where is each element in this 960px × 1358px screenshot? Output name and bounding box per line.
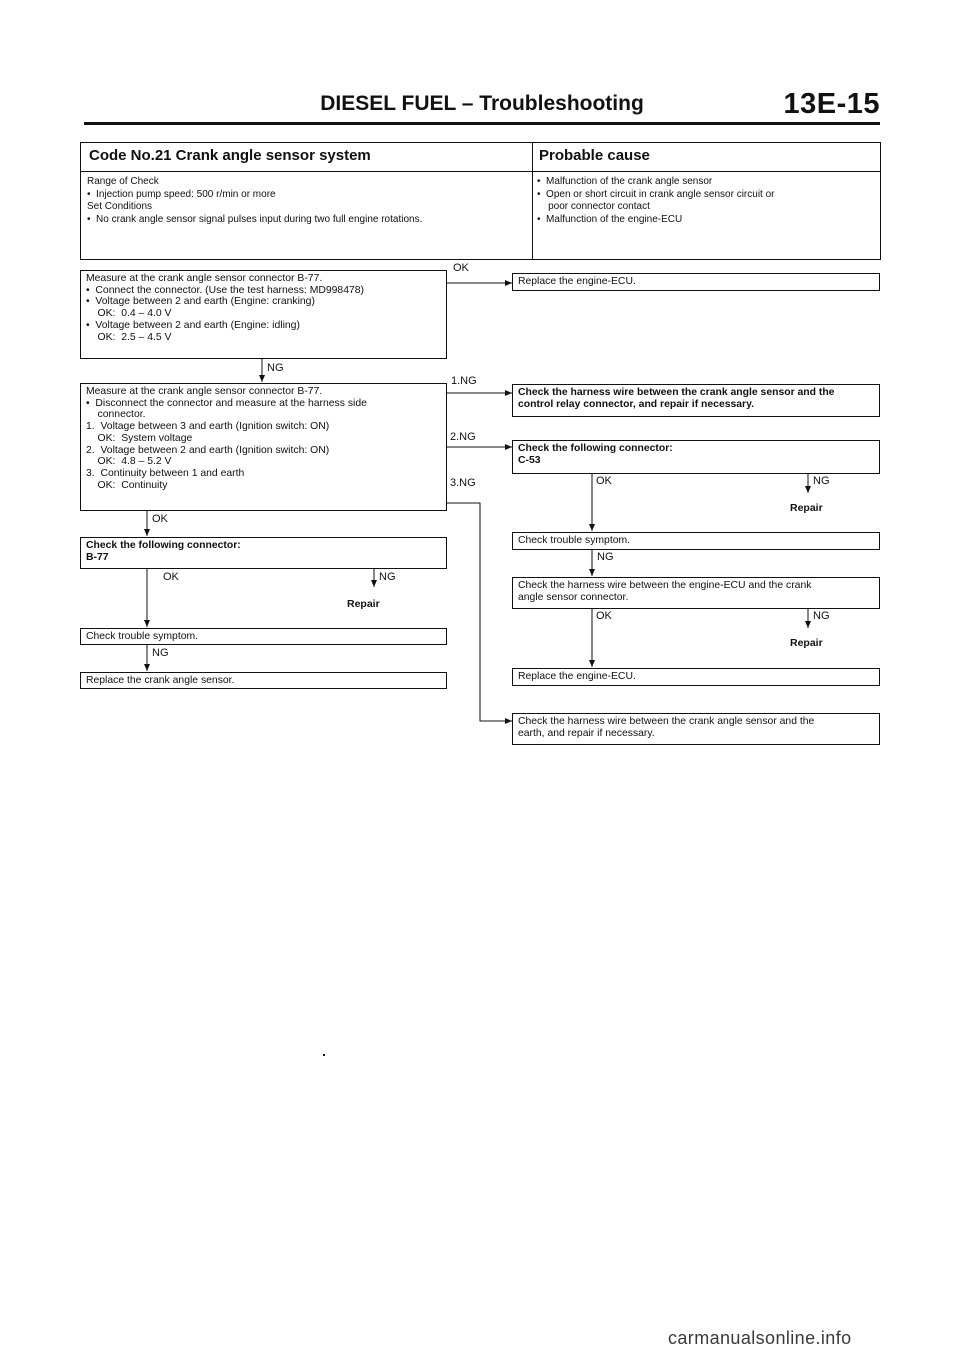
check-harness-ecu-sensor-box: Check the harness wire between the engine-ECU and the crank angle sensor connector. [512,577,880,609]
ng1-label: 1.NG [451,375,477,387]
page-title: DIESEL FUEL – Troubleshooting [320,92,644,115]
check-connector-c53-box: Check the following connector: C-53 [512,440,880,474]
repair-label: Repair [347,598,380,610]
watermark: carmanualsonline.info [668,1328,852,1348]
check-harness-control-relay-box: Check the harness wire between the crank angle sensor and the control relay connector, and repair if necessary. [512,384,880,417]
repair-label: Repair [790,637,823,649]
ng-label: NG [813,610,830,622]
code-title: Code No.21 Crank angle sensor system [89,147,371,164]
ok-label: OK [163,571,179,583]
ng-label: NG [813,475,830,487]
stray-dot [323,1054,325,1056]
right-check-trouble-symptom-box: Check trouble symptom. [512,532,880,550]
repair-label: Repair [790,502,823,514]
ng3-label: 3.NG [450,477,476,489]
ok-label: OK [152,513,168,525]
ng-label: NG [597,551,614,563]
check-trouble-symptom-box: Check trouble symptom. [80,628,447,645]
probable-causes: • Malfunction of the crank angle sensor • Open or short circuit in crank angle sensor circuit or poor connector contact • Malfunction of the engine-ECU [537,176,775,225]
check-harness-sensor-earth-box: Check the harness wire between the crank angle sensor and the earth, and repair if necessary. [512,713,880,745]
ng2-label: 2.NG [450,431,476,443]
ok-label: OK [596,610,612,622]
ng-label: NG [379,571,396,583]
probable-cause-heading: Probable cause [539,147,650,164]
ok-label: OK [453,262,469,274]
ng-label: NG [267,362,284,374]
check-connector-b77-box: Check the following connector: B-77 [80,537,447,569]
replace-engine-ecu-final-box: Replace the engine-ECU. [512,668,880,686]
step-measure-connected: Measure at the crank angle sensor connector B-77. • Connect the connector. (Use the test harness: MD998478) • Voltage between 2 and earth (Engine: cranking) OK: 0.4 – 4.0 V • Voltage between 2 and earth (Engine: idling) OK: 2.5 – 4.5 V [80,270,447,359]
page-number: 13E-15 [783,88,880,120]
replace-crank-angle-sensor-box: Replace the crank angle sensor. [80,672,447,689]
ok-label: OK [596,475,612,487]
check-conditions: Range of Check • Injection pump speed: 500 r/min or more Set Conditions • No crank angle sensor signal pulses input during two full engine rotations. [87,176,423,225]
step-measure-disconnected: Measure at the crank angle sensor connector B-77. • Disconnect the connector and measure at the harness side connector. 1. Voltage between 3 and earth (Ignition switch: ON) OK: System voltage 2. Voltage between 2 and earth (Ignition switch: ON) OK: 4.8 – 5.2 V 3. Continuity between 1 and earth OK: Continuity [80,383,447,511]
ng-label: NG [152,647,169,659]
replace-engine-ecu-box: Replace the engine-ECU. [512,273,880,291]
